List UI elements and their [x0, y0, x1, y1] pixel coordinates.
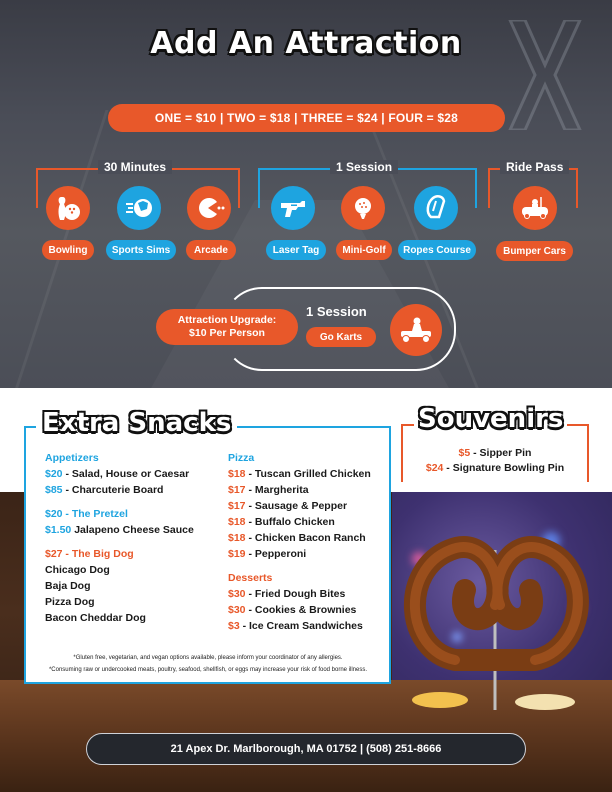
menu-item: $30 - Fried Dough Bites [228, 588, 346, 600]
menu-item: $18 - Buffalo Chicken [228, 516, 335, 528]
attraction-go-karts: Go Karts [306, 327, 376, 347]
upgrade-line-2: $10 Per Person [189, 327, 265, 339]
menu-item: $17 - Margherita [228, 484, 309, 496]
pretzel-image-icon [395, 510, 605, 710]
upgrade-session-label: 1 Session [306, 304, 367, 319]
menu-item: $17 - Sausage & Pepper [228, 500, 348, 512]
big-dog-heading: $27 - The Big Dog [45, 548, 134, 560]
attraction-bumper-cars: Bumper Cars [496, 241, 573, 261]
go-kart-icon [390, 304, 442, 356]
attraction-sports-sims: Sports Sims [106, 240, 176, 260]
group-label-1-session: 1 Session [330, 160, 398, 174]
desserts-heading: Desserts [228, 572, 273, 584]
souvenir-item: $5 - Sipper Pin [458, 447, 532, 459]
extra-snacks-title: Extra Snacks [36, 408, 237, 438]
menu-item: $18 - Chicken Bacon Ranch [228, 532, 366, 544]
menu-item: Baja Dog [45, 580, 91, 592]
bumper-car-icon [513, 186, 557, 230]
attraction-bowling: Bowling [42, 240, 94, 260]
menu-item: Chicago Dog [45, 564, 110, 576]
attraction-mini-golf: Mini-Golf [336, 240, 392, 260]
upgrade-badge [156, 309, 298, 345]
menu-item: Bacon Cheddar Dog [45, 612, 146, 624]
souvenirs-title: Souvenirs [414, 404, 567, 434]
food-safety-note: *Consuming raw or undercooked meats, poultry, seafood, shellfish, or eggs may increase your risk of food borne illness. [48, 667, 368, 673]
attraction-ropes-course: Ropes Course [398, 240, 476, 260]
carabiner-icon [414, 186, 458, 230]
menu-item: $19 - Pepperoni [228, 548, 307, 560]
snacks-left-column [45, 450, 225, 626]
page-title: Add An Attraction [150, 26, 462, 61]
upgrade-line-1: Attraction Upgrade: [177, 314, 277, 326]
appetizers-heading: Appetizers [45, 452, 99, 464]
menu-item: $18 - Tuscan Grilled Chicken [228, 468, 371, 480]
sports-ball-icon [117, 186, 161, 230]
pretzel-heading: $20 - The Pretzel [45, 508, 128, 520]
group-label-ride-pass: Ride Pass [500, 160, 569, 174]
laser-gun-icon [271, 186, 315, 230]
pricing-bar: ONE = $10 | TWO = $18 | THREE = $24 | FOUR = $28 [108, 104, 505, 132]
menu-item: $1.50 Jalapeno Cheese Sauce [45, 524, 194, 536]
pizza-heading: Pizza [228, 452, 255, 464]
snacks-right-column [228, 450, 388, 634]
pacman-arcade-icon [187, 186, 231, 230]
menu-item: $85 - Charcuterie Board [45, 484, 164, 496]
golf-ball-icon [341, 186, 385, 230]
attraction-laser-tag: Laser Tag [266, 240, 326, 260]
bowling-icon [46, 186, 90, 230]
allergy-note: *Gluten free, vegetarian, and vegan options available, please inform your coordinator of any allergies. [73, 655, 343, 661]
menu-item: $30 - Cookies & Brownies [228, 604, 357, 616]
souvenir-item: $24 - Signature Bowling Pin [425, 462, 565, 474]
menu-item: $3 - Ice Cream Sandwiches [228, 620, 363, 632]
contact-bar: 21 Apex Dr. Marlborough, MA 01752 | (508) 251-8666 [86, 733, 526, 765]
group-label-30-minutes: 30 Minutes [98, 160, 172, 174]
menu-item: $20 - Salad, House or Caesar [45, 468, 190, 480]
attraction-arcade: Arcade [186, 240, 236, 260]
menu-item: Pizza Dog [45, 596, 95, 608]
